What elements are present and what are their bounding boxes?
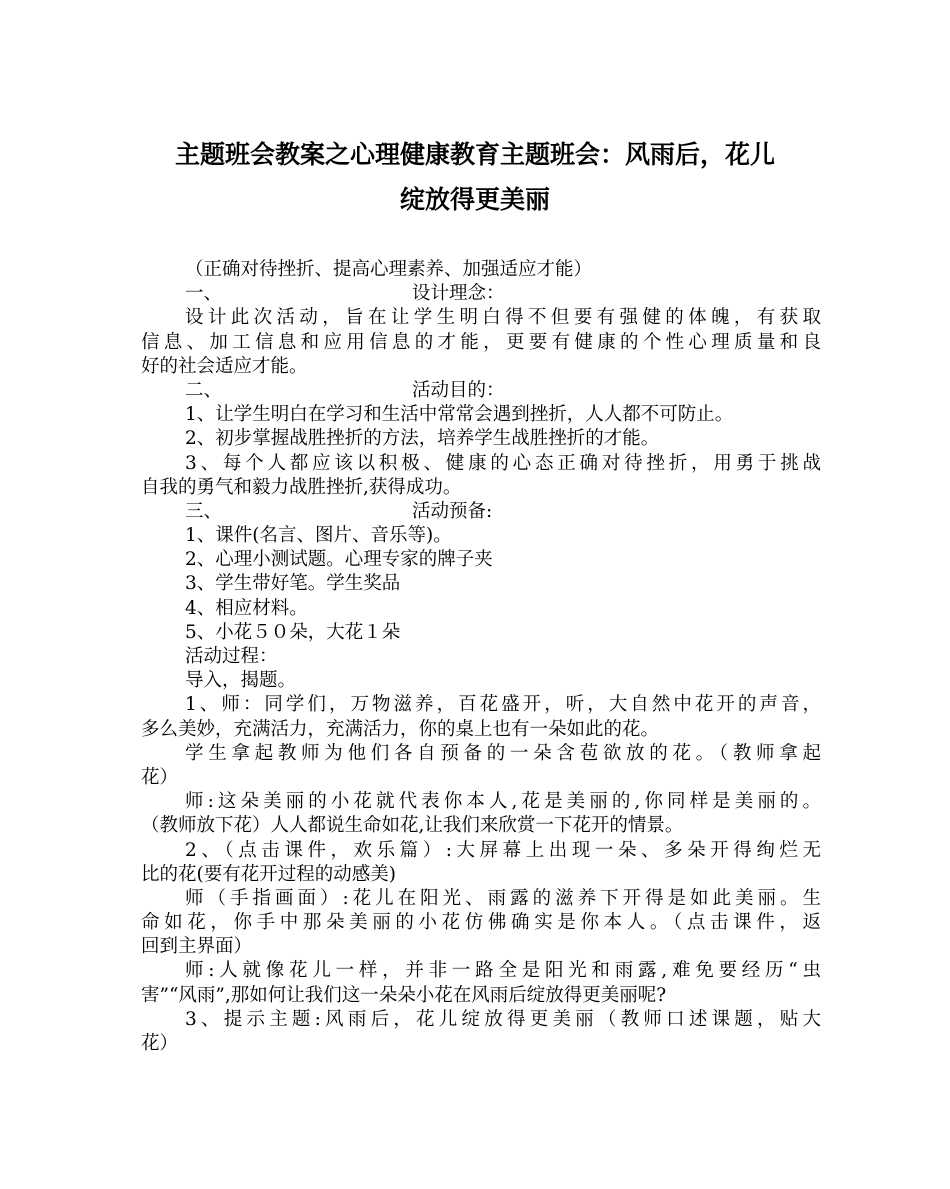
section1-paragraph-line: 信息、加工信息和应用信息的才能，更要有健康的个性心理质量和良 (141, 331, 821, 353)
section2-title: 活动目的： (412, 379, 505, 401)
section1-paragraph-line: 好的社会适应才能。 (141, 355, 308, 377)
process-paragraph-line: 师:人就像花儿一样，并非一路全是阳光和雨露,难免要经历“虫 (185, 960, 821, 982)
process-paragraph-line: 回到主界面） (141, 936, 253, 958)
section2-number: 二、 (185, 379, 223, 401)
process-paragraph-line: 学生拿起教师为他们各自预备的一朵含苞欲放的花。（教师拿起 (185, 742, 821, 764)
process-paragraph-line: 命如花，你手中那朵美丽的小花仿佛确实是你本人。（点击课件，返 (141, 912, 821, 934)
section3-number: 三、 (185, 500, 223, 522)
section1-number: 一、 (185, 283, 223, 305)
section2-item: 2、初步掌握战胜挫折的方法，培养学生战胜挫折的才能。 (185, 428, 660, 450)
section3-item: 1、课件(名言、图片、音乐等)。 (185, 525, 452, 547)
section2-item: 1、让学生明白在学习和生活中常常会遇到挫折，人人都不可防止。 (185, 404, 734, 426)
document-body (141, 258, 821, 1056)
section1-title: 设计理念： (412, 283, 505, 305)
section2-heading (141, 379, 821, 403)
section3-title: 活动预备: (412, 500, 493, 522)
process-paragraph-line: 多么美妙，充满活力，充满活力，你的桌上也有一朵如此的花。 (141, 718, 660, 740)
process-paragraph-line: 师（手指画面）:花儿在阳光、雨露的滋养下开得是如此美丽。生 (185, 887, 821, 909)
subtitle: （正确对待挫折、提高心理素养、加强适应才能） (185, 259, 593, 280)
process-paragraph-line: 花） (141, 766, 179, 788)
process-paragraph-line: 比的花(要有花开过程的动感美) (141, 863, 396, 885)
document-title-line2: 绽放得更美丽 (399, 185, 550, 214)
section3-item: 4、相应材料。 (185, 597, 308, 619)
section3-item: 5、小花５０朵，大花１朵 (185, 621, 401, 643)
section2-item-line: 3、每个人都应该以积极、健康的心态正确对待挫折，用勇于挑战 (185, 452, 821, 474)
process-paragraph-line: （教师放下花）人人都说生命如花,让我们来欣赏一下花开的情景。 (141, 815, 684, 837)
section2-item-line: 自我的勇气和毅力战胜挫折,获得成功。 (141, 476, 462, 498)
section3-item: 2、心理小测试题。心理专家的牌子夹 (185, 549, 493, 571)
section3-heading (141, 500, 821, 524)
section3-item: 3、学生带好笔。学生奖品 (185, 573, 401, 595)
process-paragraph-line: 1、师：同学们，万物滋养，百花盛开，听，大自然中花开的声音， (185, 694, 821, 716)
document-title-line1: 主题班会教案之心理健康教育主题班会：风雨后，花儿 (174, 140, 775, 169)
process-paragraph-line: 2、（点击课件，欢乐篇）:大屏幕上出现一朵、多朵开得绚烂无 (185, 839, 821, 861)
process-paragraph-line: 师:这朵美丽的小花就代表你本人,花是美丽的,你同样是美丽的。 (185, 791, 821, 813)
section1-paragraph-line: 设计此次活动，旨在让学生明白得不但要有强健的体魄，有获取 (185, 307, 821, 329)
process-intro: 导入，揭题。 (185, 670, 297, 692)
process-paragraph-line: 3、提示主题:风雨后，花儿绽放得更美丽（教师口述课题，贴大 (185, 1008, 821, 1030)
process-paragraph-line: 害”“风雨”,那如何让我们这一朵朵小花在风雨后绽放得更美丽呢? (141, 984, 667, 1006)
process-paragraph-line: 花） (141, 1033, 179, 1054)
section1-heading (141, 282, 821, 306)
process-heading: 活动过程： (185, 646, 278, 667)
